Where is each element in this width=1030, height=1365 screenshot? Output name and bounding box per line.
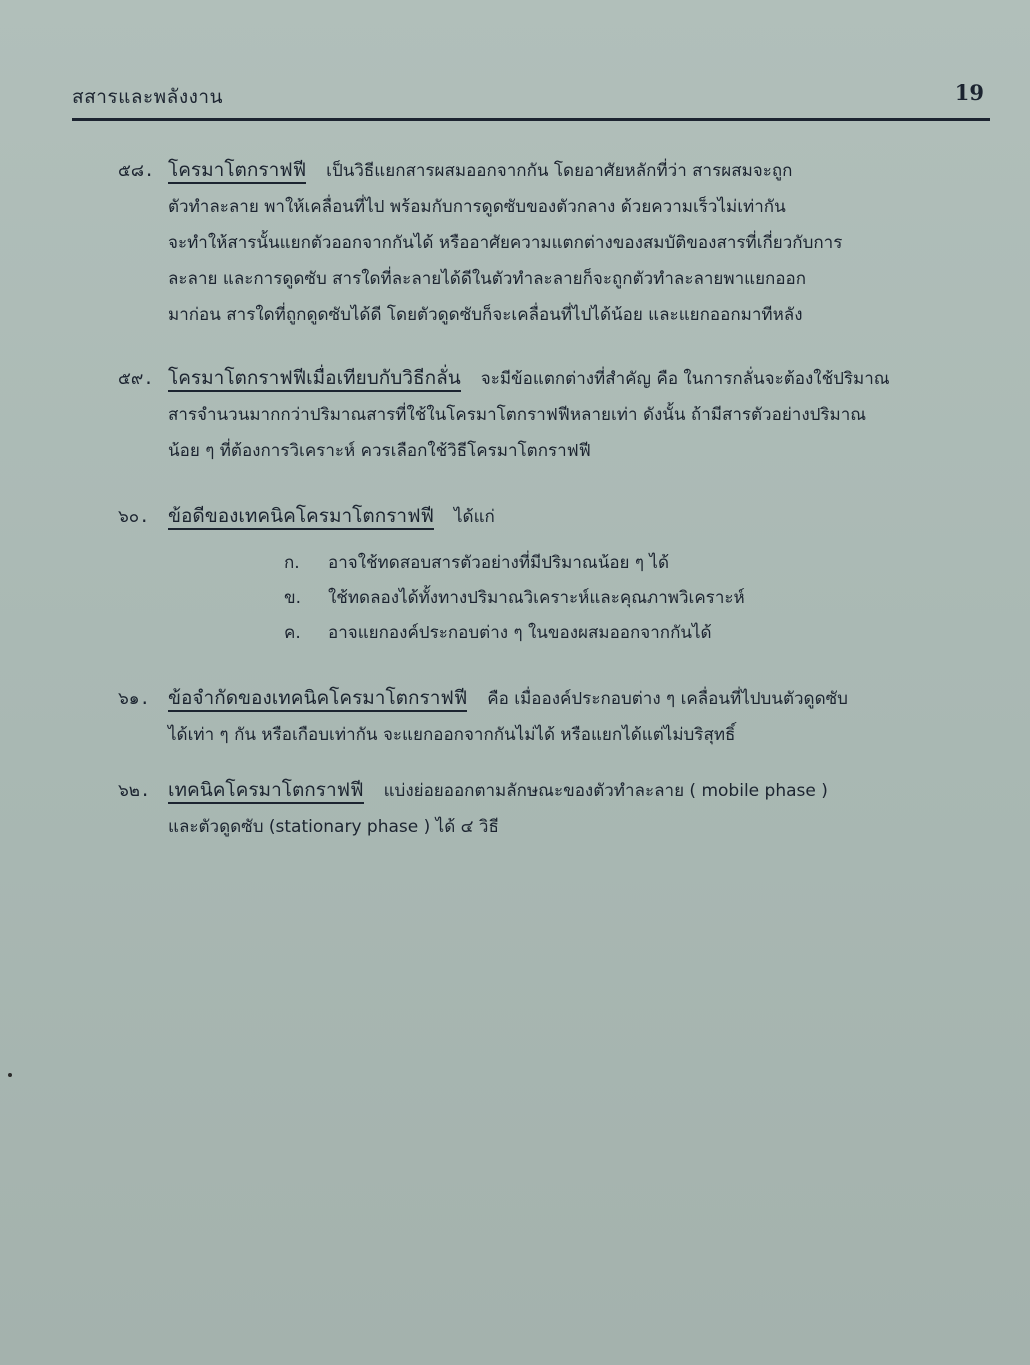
page-number: 19 (954, 80, 984, 105)
item-number: ๖๒. (118, 781, 151, 801)
item-line: ละลาย และการดูดซับ สารใดที่ละลายได้ดีในตัวทำละลายก็จะถูกตัวทำละลายพาแยกออก (168, 269, 807, 289)
list-item (284, 581, 745, 616)
item-number: ๖๑. (118, 689, 150, 709)
item-number: ๕๘. (118, 161, 155, 181)
item-line: สารจำนวนมากกว่าปริมาณสารที่ใช้ในโครมาโตกราฟฟีหลายเท่า ดังนั้น ถ้ามีสารตัวอย่างปริมาณ (168, 405, 867, 425)
item-term: โครมาโตกราฟฟีเมื่อเทียบกับวิธีกลั่น (168, 367, 461, 392)
item-number: ๖๐. (118, 507, 150, 527)
advantages-list (284, 546, 745, 651)
item-term: ข้อจำกัดของเทคนิคโครมาโตกราฟฟี (168, 687, 467, 712)
item-lead: เป็นวิธีแยกสารผสมออกจากกัน โดยอาศัยหลักที่ว่า สารผสมจะถูก (326, 161, 793, 181)
list-text: อาจใช้ทดสอบสารตัวอย่างที่มีปริมาณน้อย ๆ ได้ (328, 553, 670, 573)
running-title: สสารและพลังงาน (72, 86, 224, 108)
list-item (284, 546, 745, 581)
list-item (284, 616, 745, 651)
item-59 (118, 360, 998, 469)
item-line: ได้เท่า ๆ กัน หรือเกือบเท่ากัน จะแยกออกจากกันไม่ได้ หรือแยกได้แต่ไม่บริสุทธิ์ (168, 725, 736, 745)
item-61 (118, 680, 998, 753)
item-lead: คือ เมื่อองค์ประกอบต่าง ๆ เคลื่อนที่ไปบนตัวดูดซับ (487, 689, 848, 709)
paper-speck (8, 1073, 12, 1077)
item-62 (118, 772, 998, 845)
list-text: อาจแยกองค์ประกอบต่าง ๆ ในของผสมออกจากกันได้ (328, 623, 712, 643)
item-term: ข้อดีของเทคนิคโครมาโตกราฟฟี (168, 505, 434, 530)
item-line: ตัวทำละลาย พาให้เคลื่อนที่ไป พร้อมกับการดูดซับของตัวกลาง ด้วยความเร็วไม่เท่ากัน (168, 197, 786, 217)
item-line: มาก่อน สารใดที่ถูกดูดซับได้ดี โดยตัวดูดซับก็จะเคลื่อนที่ไปได้น้อย และแยกออกมาทีหลัง (168, 305, 803, 325)
list-text: ใช้ทดลองได้ทั้งทางปริมาณวิเคราะห์และคุณภาพวิเคราะห์ (328, 588, 745, 608)
item-lead: ได้แก่ (453, 507, 495, 527)
item-line: และตัวดูดซับ (stationary phase ) ได้ ๔ วิธี (168, 817, 499, 837)
item-60 (118, 498, 998, 535)
item-line: น้อย ๆ ที่ต้องการวิเคราะห์ ควรเลือกใช้วิธีโครมาโตกราฟฟี (168, 441, 591, 461)
item-number: ๕๙. (118, 369, 154, 389)
header-rule (72, 118, 990, 121)
item-term: เทคนิคโครมาโตกราฟฟี (168, 779, 364, 804)
item-58 (118, 152, 998, 333)
item-term: โครมาโตกราฟฟี (168, 159, 306, 184)
page-header (72, 82, 990, 112)
item-lead: แบ่งย่อยออกตามลักษณะของตัวทำละลาย ( mobile phase ) (383, 781, 828, 801)
list-marker: ข. (284, 588, 302, 608)
list-marker: ค. (284, 623, 301, 643)
item-lead: จะมีข้อแตกต่างที่สำคัญ คือ ในการกลั่นจะต้องใช้ปริมาณ (480, 369, 890, 389)
item-line: จะทำให้สารนั้นแยกตัวออกจากกันได้ หรืออาศัยความแตกต่างของสมบัติของสารที่เกี่ยวกับการ (168, 233, 843, 253)
list-marker: ก. (284, 553, 300, 573)
